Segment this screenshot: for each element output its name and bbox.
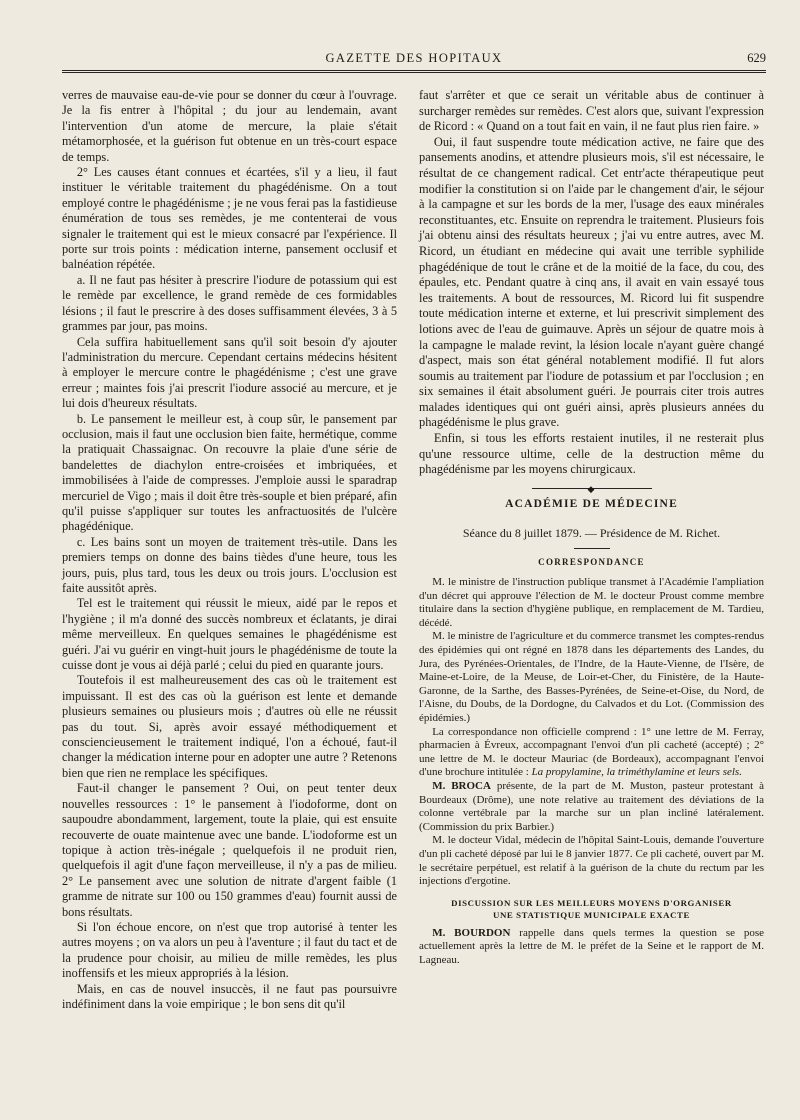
paragraph-text: présente, de la part de M. Muston, pasteur protestant à Bourdeaux (Drôme), une note relative au traitement des déviations de la colonne vertébrale par la marche sur un plan incliné latéralement. (Commission du prix Barbier.) xyxy=(419,779,765,833)
section-title: ACADÉMIE DE MÉDECINE xyxy=(505,497,678,510)
paragraph: Enfin, si tous les efforts restaient inutiles, il ne resterait plus qu'une ressource ultime, celle de la destruction même du phagédénisme par les moyens chirurgicaux. xyxy=(419,431,764,477)
paragraph: Faut-il changer le pansement ? Oui, on peut tenter deux nouvelles ressources : 1° le pansement à l'iodoforme, dont on saupoudre abondamment, largement, toute la plaie, qui est ensuite recouverte de ouate maintenue avec une bande. L'iodoforme est un topique à action très-inégale ; quelquefois il ne produit rien, quelquefois il agit d'une façon merveilleuse, il n'y a pas de milieu. 2° Le pansement avec une solution de nitrate d'argent faible (1 gramme de nitrate sur 100 ou 150 grammes d'eau) fournit aussi de bons résultats. xyxy=(62,781,397,919)
paragraph: Oui, il faut suspendre toute médication active, ne faire que des pansements anodins, et attendre plusieurs mois, s'il est nécessaire, le résultat de ce changement radical. Cet entr'acte thérapeutique peut modifier la constitution si on l'aide par le changement d'air, le séjour à la campagne et sur les bords de la mer, l'usage des eaux minérales reconstituantes, etc. Ensuite on reprendra le traitement. Plusieurs fois j'ai obtenu ainsi des résultats heureux ; j'ai vu entre autres, avec M. Ricord, un étudiant en médecine qui avait une terrible syphilide phagédénique de tout le crâne et de la moitié de la face, du cou, des épaules, etc. Pendant quatre à cinq ans, il avait en vain essayé tous les traitements. A bout de ressources, M. Ricord lui fit suspendre toute médication interne et externe, et lui prescrivit simplement des lotions avec de l'eau de guimauve. Après un séjour de quatre mois à la campagne le malade revint, la lésion locale n'ayant guère changé d'aspect, mais son état général notablement modifié. Il fut alors soumis au traitement par l'iodure de potassium et par l'occlusion ; en six semaines il était absolument guéri. Je pourrais citer trois autres malades identiques qui ont guéri ainsi, après plusieurs années du phagédénisme le plus grave. xyxy=(419,134,764,430)
paragraph: Mais, en cas de nouvel insuccès, il ne faut pas poursuivre indéfiniment dans la voie empirique ; le bon sens dit qu'il xyxy=(62,981,397,1011)
left-column xyxy=(62,88,397,1012)
subsection-heading: CORRESPONDANCE xyxy=(538,556,645,567)
paragraph: a. Il ne faut pas hésiter à prescrire l'iodure de potassium qui est le remède par excellence, le grand remède de ces formidables lésions ; il faut le prescrire à des doses suffisamment élevées, 3 à 5 grammes par jour, pas moins. xyxy=(62,272,397,334)
journal-title: GAZETTE DES HOPITAUX xyxy=(325,51,503,65)
section-divider: ◆ xyxy=(532,488,652,489)
discussion-heading xyxy=(419,897,764,921)
paragraph: M. le docteur Vidal, médecin de l'hôpital Saint-Louis, demande l'ouverture d'un pli cacheté déposé par lui le 8 janvier 1877. Ce pli cacheté, ouvert par M. le secrétaire perpétuel, est relatif à la guérison de la chute du rectum par les injections d'ergotine. xyxy=(419,834,764,888)
paragraph: c. Les bains sont un moyen de traitement très-utile. Dans les premiers temps on donne des bains tièdes d'une heure, tous les jours, puis, plus tard, tous les deux ou trois jours. L'occlusion est faite aussitôt après. xyxy=(62,534,397,595)
paragraph xyxy=(419,726,764,780)
paragraph-text: rappelle dans quels termes la question se pose actuellement après la lettre de M. le préfet de la Seine et le rapport de M. Lagneau. xyxy=(419,926,765,966)
speaker-name: M. BROCA xyxy=(432,779,491,792)
session-line: Séance du 8 juillet 1879. — Présidence de M. Richet. xyxy=(462,526,721,541)
paragraph: 2° Les causes étant connues et écartées, s'il y a lieu, il faut instituer le véritable traitement du phagédénisme. On a tout employé contre le phagédénisme ; je ne vous ferai pas la fastidieuse énumération de tous ses remèdes, je me contenterai de vous signaler le traitement qui est le mieux consacré par l'expérience. Il porte sur trois points : médication interne, pansement occlusif et balnéation répétée. xyxy=(62,165,397,272)
page-number: 629 xyxy=(747,51,766,65)
paragraph xyxy=(419,780,764,834)
paragraph: Tel est le traitement qui réussit le mieux, aidé par le repos et l'hygiène ; il m'a donné des succès nombreux et éclatants, je dirai même merveilleux. En quelques semaines le phagédénisme est guéri. J'ai vu guérir en vingt-huit jours le phagédénisme de toute la cuisse dont je vous ai déjà parlé ; celui du pied en quarante jours. xyxy=(62,596,397,673)
paragraph xyxy=(419,927,764,968)
paragraph: faut s'arrêter et que ce serait un véritable abus de continuer à surcharger remèdes sur remèdes. C'est alors que, suivant l'expression de Ricord : « Quand on a tout fait en vain, il ne faut plus rien faire. » xyxy=(419,88,764,134)
short-rule xyxy=(574,548,610,549)
paragraph: Cela suffira habituellement sans qu'il soit besoin d'y ajouter l'administration du mercure. Cependant certains médecins hésitent à employer le mercure contre le phagédénisme ; c'est une grave erreur ; maintes fois j'ai prescrit l'iodure associé au mercure, et je lui dois d'heureux résultats. xyxy=(62,334,397,411)
right-column xyxy=(419,88,764,968)
brochure-title: La propylamine, la triméthylamine et leurs sels. xyxy=(531,766,742,779)
discussion-heading-line: DISCUSSION SUR LES MEILLEURS MOYENS D'ORGANISER xyxy=(451,897,732,908)
speaker-name: M. BOURDON xyxy=(432,926,511,939)
paragraph: M. le ministre de l'instruction publique transmet à l'Académie l'ampliation d'un décret qui approuve l'élection de M. le docteur Proust comme membre titulaire dans la section d'hygiène publique, en remplacement de M. Tardieu, décédé. xyxy=(419,576,764,629)
paragraph: b. Le pansement le meilleur est, à coup sûr, le pansement par occlusion, mais il faut une occlusion bien faite, hermétique, comme la pratiquait Chassaignac. On recouvre la plaie d'une série de bandelettes de diachylon entre-croisées et imbriquées, et immobilisées à l'aide de compresses. J'emploie aussi le sparadrap mercuriel de Vigo ; mais il doit être très-souple et bien préparé, afin qu'il puisse s'appliquer sur toutes les anfractuosités de l'ulcère phagédénique. xyxy=(62,411,397,534)
paragraph-text: La correspondance non officielle comprend : 1° une lettre de M. Ferray, pharmacien à Évreux, accompagnant l'envoi d'un pli cacheté (accepté) ; 2° une lettre de M. le docteur Mauriac (de Bordeaux), accompagnant l'envoi d'une brochure intitulée : xyxy=(419,725,764,779)
paragraph: verres de mauvaise eau-de-vie pour se donner du cœur à l'ouvrage. Je la fis entrer à l'hôpital ; du jour au lendemain, avant l'intervention d'un atome de mercure, la plaie s'était métamorphosée, et la guérison fut obtenue en un très-court espace de temps. xyxy=(62,88,397,164)
paragraph: Si l'on échoue encore, on n'est que trop autorisé à tenter les autres moyens ; on va alors un peu à l'aventure ; il faut du tact et de la prudence pour choisir, au milieu de mille remèdes, les plus inoffensifs et les mieux appropriés à la lésion. xyxy=(62,919,397,981)
paragraph: Toutefois il est malheureusement des cas où le traitement est impuissant. Il est des cas où la guérison est lente et demande plusieurs semaines ou plusieurs mois ; d'autres où elle ne réussit pas du tout. Si, après avoir essayé méthodiquement et consciencieusement le traitement indiqué, l'on a échoué, faut-il changer la médication interne pour en adopter une autre ? Retenons bien que rien ne remplace les spécifiques. xyxy=(62,673,397,780)
discussion-heading-line: UNE STATISTIQUE MUNICIPALE EXACTE xyxy=(493,909,690,920)
page-header xyxy=(62,44,766,73)
paragraph: M. le ministre de l'agriculture et du commerce transmet les comptes-rendus des épidémies qui ont régné en 1878 dans les départements des Landes, du Jura, des Pyrénées-Orientales, de l'Indre, de la Haute-Vienne, de l'Isère, de Maine-et-Loire, de la Meuse, de Loir-et-Cher, du Finistère, de la Haute-Garonne, de la Sarthe, des Basses-Pyrénées, de Seine-et-Oise, du Nord, de l'Aisne, du Doubs, de la Dordogne, du Calvados et du Lot. (Commission des épidémies.) xyxy=(419,630,764,724)
